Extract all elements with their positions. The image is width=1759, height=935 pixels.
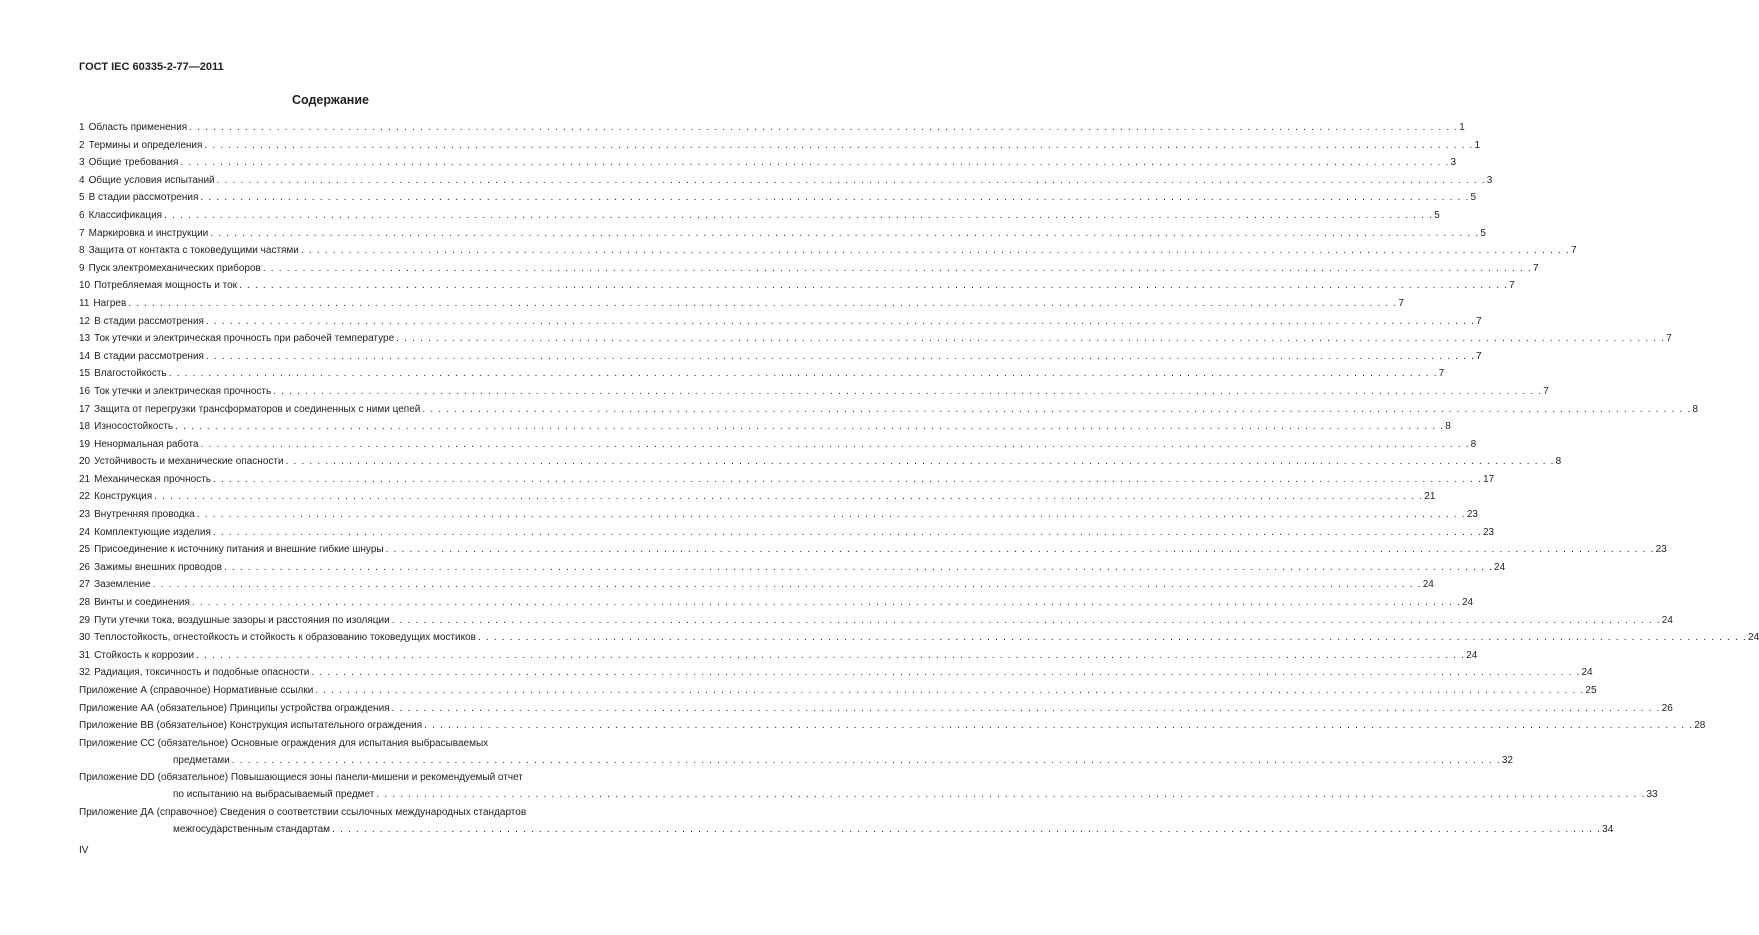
- toc-entry-number: 20: [79, 456, 91, 468]
- toc-entry-title: Устойчивость и механические опасности: [94, 456, 284, 468]
- toc-page-number: 24: [1494, 561, 1506, 573]
- toc-entry[interactable]: [79, 121, 1465, 139]
- toc-leader-dots: . . . . . . . . . . . . . . . . . . . . . . . . . . . . . . . . . . . . . . . . . . . . . . . . . . . . . . . . . . . . . . . . . . . . . . . . . . . . . . . . . . . . . . . . . . . . . . . . . . . . . . . . . . . . . . . . . . . . . . . . . . . . . . . . . . . . . . . . . . . . . . . . . . . . . . . . . . . . . . . .: [191, 597, 1461, 609]
- toc-leader-dots: . . . . . . . . . . . . . . . . . . . . . . . . . . . . . . . . . . . . . . . . . . . . . . . . . . . . . . . . . . . . . . . . . . . . . . . . . . . . . . . . . . . . . . . . . . . . . . . . . . . . . . . . . . . . . . . . . . . . . . . . . . . . . . . . . . . . . . . . . . . . . . . . . . . . . . . . . . . . . . . .: [164, 209, 1434, 221]
- toc-annex-title[interactable]: Приложение DD (обязательное) Повышающиеся зоны панели-мишени и рекомендуемый отчет: [79, 772, 523, 784]
- toc-entry-number: 23: [79, 509, 91, 521]
- toc-annex-title-continued: предметами: [173, 754, 230, 766]
- toc-entry-number: 30: [79, 632, 91, 644]
- toc-leader-dots: . . . . . . . . . . . . . . . . . . . . . . . . . . . . . . . . . . . . . . . . . . . . . . . . . . . . . . . . . . . . . . . . . . . . . . . . . . . . . . . . . . . . . . . . . . . . . . . . . . . . . . . . . . . . . . . . . . . . . . . . . . . . . . . . . . . . . . . . . . . . . . . . . . . . . . . . . . . . . . . .: [223, 561, 1494, 573]
- toc-entry-title: Внутренняя проводка: [94, 509, 195, 521]
- toc-annex-entry[interactable]: [79, 684, 1597, 702]
- toc-annex-entry[interactable]: [79, 754, 1513, 772]
- toc-page-number: 21: [1424, 491, 1436, 503]
- document-code: ГОСТ IEC 60335-2-77—2011: [79, 61, 224, 73]
- toc-entry-number: 7: [79, 227, 85, 239]
- toc-entry-title: Конструкция: [94, 491, 153, 503]
- toc-page-number: 1: [1459, 122, 1465, 133]
- toc-entry-title: Общие условия испытаний: [88, 174, 215, 186]
- toc-annex-entry[interactable]: [79, 788, 1658, 806]
- toc-entry[interactable]: [79, 508, 1478, 526]
- toc-page-number: 23: [1655, 544, 1667, 556]
- toc-entry-number: 29: [79, 614, 91, 626]
- toc-page-number: 24: [1461, 597, 1474, 609]
- toc-leader-dots: . . . . . . . . . . . . . . . . . . . . . . . . . . . . . . . . . . . . . . . . . . . . . . . . . . . . . . . . . . . . . . . . . . . . . . . . . . . . . . . . . . . . . . . . . . . . . . . . . . . . . . . . . . . . . . . . . . . . . . . . . . . . . . . . . . . . . . . . . . . . . . . . . . . . . . . . . . . . . . . .: [200, 192, 1470, 204]
- toc-entry[interactable]: [79, 596, 1474, 614]
- toc-page-number: 28: [1694, 720, 1706, 732]
- toc-title: Содержание: [291, 93, 369, 107]
- toc-page-number: 8: [1470, 438, 1477, 450]
- toc-entry[interactable]: [79, 543, 1667, 561]
- toc-entry-number: 21: [79, 473, 91, 485]
- toc-leader-dots: . . . . . . . . . . . . . . . . . . . . . . . . . . . . . . . . . . . . . . . . . . . . . . . . . . . . . . . . . . . . . . . . . . . . . . . . . . . . . . . . . . . . . . . . . . . . . . . . . . . . . . . . . . . . . . . . . . . . . . . . . . . . . . . . . . . . . . . . . . . . . . . . . . . . . . . . . . . . . . . .: [376, 789, 1646, 801]
- toc-entry-title: Классификация: [88, 209, 163, 221]
- toc-page-number: 1: [1474, 139, 1481, 151]
- toc-leader-dots: . . . . . . . . . . . . . . . . . . . . . . . . . . . . . . . . . . . . . . . . . . . . . . . . . . . . . . . . . . . . . . . . . . . . . . . . . . . . . . . . . . . . . . . . . . . . . . . . . . . . . . . . . . . . . . . . . . . . . . . . . . . . . . . . . . . . . . . . . . . . . . . . . . . . . . . . . . . . . . . .: [424, 720, 1694, 732]
- toc-annex-title: Приложение АА (обязательное) Принципы устройства ограждения: [79, 702, 390, 714]
- toc-annex-entry[interactable]: [79, 719, 1706, 737]
- toc-leader-dots: . . . . . . . . . . . . . . . . . . . . . . . . . . . . . . . . . . . . . . . . . . . . . . . . . . . . . . . . . . . . . . . . . . . . . . . . . . . . . . . . . . . . . . . . . . . . . . . . . . . . . . . . . . . . . . . . . . . . . . . . . . . . . . . . . . . . . . . . . . . . . . . . . . . . . . . . . . . . . . . .: [285, 456, 1555, 468]
- toc-entry[interactable]: [79, 473, 1495, 491]
- toc-entry-title: Комплектующие изделия: [94, 526, 211, 538]
- toc-leader-dots: . . . . . . . . . . . . . . . . . . . . . . . . . . . . . . . . . . . . . . . . . . . . . . . . . . . . . . . . . . . . . . . . . . . . . . . . . . . . . . . . . . . . . . . . . . . . . . . . . . . . . . . . . . . . . . . . . . . . . . . . . . . . . . . . . . . . . . . . . . . . . . . . . . . . . . . . . . . . . . . .: [273, 385, 1543, 397]
- toc-page-number: 7: [1532, 262, 1539, 274]
- toc-leader-dots: . . . . . . . . . . . . . . . . . . . . . . . . . . . . . . . . . . . . . . . . . . . . . . . . . . . . . . . . . . . . . . . . . . . . . . . . . . . . . . . . . . . . . . . . . . . . . . . . . . . . . . . . . . . . . . . . . . . . . . . . . . . . . . . . . . . . . . . . . . . . . . . . . . . . . . . . . . . . . . . .: [175, 421, 1445, 433]
- toc-page-number: 26: [1661, 702, 1673, 714]
- toc-entry-title: Термины и определения: [88, 139, 203, 151]
- toc-entry-title: Защита от перегрузки трансформаторов и соединенных с ними цепей: [94, 403, 421, 415]
- toc-entry[interactable]: [79, 490, 1436, 508]
- toc-page-number: 24: [1748, 632, 1759, 644]
- toc-entry-number: 11: [79, 297, 90, 309]
- toc-entry-title: Присоединение к источнику питания и внешние гибкие шнуры: [94, 544, 384, 556]
- toc-leader-dots: . . . . . . . . . . . . . . . . . . . . . . . . . . . . . . . . . . . . . . . . . . . . . . . . . . . . . . . . . . . . . . . . . . . . . . . . . . . . . . . . . . . . . . . . . . . . . . . . . . . . . . . . . . . . . . . . . . . . . . . . . . . . . . . . . . . . . . . . . . . . . . . . . . . . . . . . . . . . . . . .: [477, 632, 1748, 644]
- toc-page-number: 8: [1445, 421, 1451, 433]
- toc-entry-title: Зажимы внешних проводов: [94, 561, 222, 573]
- toc-page-number: 5: [1480, 227, 1486, 239]
- toc-leader-dots: . . . . . . . . . . . . . . . . . . . . . . . . . . . . . . . . . . . . . . . . . . . . . . . . . . . . . . . . . . . . . . . . . . . . . . . . . . . . . . . . . . . . . . . . . . . . . . . . . . . . . . . . . . . . . . . . . . . . . . . . . . . . . . . . . . . . . . . . . . . . . . . . . . . . . . . . . . . . . . . .: [300, 245, 1570, 257]
- toc-entry-number: 27: [79, 579, 91, 591]
- toc-entry-number: 6: [79, 209, 85, 221]
- toc-leader-dots: . . . . . . . . . . . . . . . . . . . . . . . . . . . . . . . . . . . . . . . . . . . . . . . . . . . . . . . . . . . . . . . . . . . . . . . . . . . . . . . . . . . . . . . . . . . . . . . . . . . . . . . . . . . . . . . . . . . . . . . . . . . . . . . . . . . . . . . . . . . . . . . . . . . . . . . . . . . . . . . .: [128, 297, 1398, 309]
- toc-leader-dots: . . . . . . . . . . . . . . . . . . . . . . . . . . . . . . . . . . . . . . . . . . . . . . . . . . . . . . . . . . . . . . . . . . . . . . . . . . . . . . . . . . . . . . . . . . . . . . . . . . . . . . . . . . . . . . . . . . . . . . . . . . . . . . . . . . . . . . . . . . . . . . . . . . . . . . . . . . . . . . . .: [216, 174, 1486, 186]
- toc-entry-number: 17: [79, 403, 91, 415]
- toc-entry-number: 31: [79, 649, 91, 661]
- toc-annex-title-continued: межгосударственным стандартам: [173, 823, 331, 835]
- toc-entry[interactable]: [79, 666, 1593, 684]
- toc-entry-number: 19: [79, 438, 91, 450]
- toc-entry-number: 24: [79, 526, 91, 538]
- toc-leader-dots: . . . . . . . . . . . . . . . . . . . . . . . . . . . . . . . . . . . . . . . . . . . . . . . . . . . . . . . . . . . . . . . . . . . . . . . . . . . . . . . . . . . . . . . . . . . . . . . . . . . . . . . . . . . . . . . . . . . . . . . . . . . . . . . . . . . . . . . . . . . . . . . . . . . . . . . . . . . . . . . .: [180, 157, 1450, 169]
- toc-page-number: 25: [1585, 685, 1597, 696]
- toc-page-number: 8: [1555, 456, 1562, 468]
- toc-entry-number: 12: [79, 315, 91, 327]
- toc-entry-number: 15: [79, 368, 91, 380]
- toc-annex-title[interactable]: Приложение СС (обязательное) Основные ограждения для испытания выбрасываемых: [79, 737, 489, 749]
- toc-page-number: 5: [1470, 192, 1477, 204]
- toc-entry-number: 9: [79, 262, 85, 274]
- toc-entry[interactable]: [79, 297, 1404, 315]
- toc-leader-dots: . . . . . . . . . . . . . . . . . . . . . . . . . . . . . . . . . . . . . . . . . . . . . . . . . . . . . . . . . . . . . . . . . . . . . . . . . . . . . . . . . . . . . . . . . . . . . . . . . . . . . . . . . . . . . . . . . . . . . . . . . . . . . . . . . . . . . . . . . . . . . . . . . . . . . . . . . . . . . . . .: [210, 227, 1480, 239]
- toc-page-number: 3: [1486, 174, 1493, 186]
- toc-entry-title: Стойкость к коррозии: [94, 649, 195, 661]
- toc-entry-number: 18: [79, 421, 91, 433]
- toc-page-number: 24: [1466, 649, 1478, 661]
- toc-page-number: 33: [1646, 789, 1658, 801]
- toc-entry[interactable]: [79, 191, 1477, 209]
- toc-leader-dots: . . . . . . . . . . . . . . . . . . . . . . . . . . . . . . . . . . . . . . . . . . . . . . . . . . . . . . . . . . . . . . . . . . . . . . . . . . . . . . . . . . . . . . . . . . . . . . . . . . . . . . . . . . . . . . . . . . . . . . . . . . . . . . . . . . . . . . . . . . . . . . . . . . . . . . . . . . . . . . . .: [391, 614, 1661, 626]
- toc-entry[interactable]: [79, 438, 1477, 456]
- toc-entry[interactable]: [79, 455, 1562, 473]
- toc-entry[interactable]: [79, 578, 1434, 596]
- toc-leader-dots: . . . . . . . . . . . . . . . . . . . . . . . . . . . . . . . . . . . . . . . . . . . . . . . . . . . . . . . . . . . . . . . . . . . . . . . . . . . . . . . . . . . . . . . . . . . . . . . . . . . . . . . . . . . . . . . . . . . . . . . . . . . . . . . . . . . . . . . . . . . . . . . . . . . . . . . . . . . . . . . .: [152, 579, 1422, 591]
- table-of-contents: [79, 121, 1759, 841]
- toc-entry[interactable]: [79, 332, 1672, 350]
- toc-entry-number: 28: [79, 597, 91, 609]
- toc-page-number: 8: [1692, 403, 1699, 415]
- toc-entry-title: Радиация, токсичность и подобные опасности: [94, 667, 310, 679]
- toc-entry-title: Ненормальная работа: [94, 438, 199, 450]
- toc-annex-entry[interactable]: [79, 702, 1673, 720]
- toc-leader-dots: . . . . . . . . . . . . . . . . . . . . . . . . . . . . . . . . . . . . . . . . . . . . . . . . . . . . . . . . . . . . . . . . . . . . . . . . . . . . . . . . . . . . . . . . . . . . . . . . . . . . . . . . . . . . . . . . . . . . . . . . . . . . . . . . . . . . . . . . . . . . . . . . . . . . . . . . . . . . . . . .: [200, 438, 1470, 450]
- toc-entry-number: 2: [79, 139, 85, 151]
- toc-entry[interactable]: [79, 174, 1493, 192]
- toc-leader-dots: . . . . . . . . . . . . . . . . . . . . . . . . . . . . . . . . . . . . . . . . . . . . . . . . . . . . . . . . . . . . . . . . . . . . . . . . . . . . . . . . . . . . . . . . . . . . . . . . . . . . . . . . . . . . . . . . . . . . . . . . . . . . . . . . . . . . . . . . . . . . . . . . . . . . . . . . . . . . . . . .: [239, 280, 1509, 292]
- toc-page-number: 7: [1476, 315, 1482, 327]
- toc-entry-title: Ток утечки и электрическая прочность при рабочей температуре: [94, 333, 395, 345]
- toc-leader-dots: . . . . . . . . . . . . . . . . . . . . . . . . . . . . . . . . . . . . . . . . . . . . . . . . . . . . . . . . . . . . . . . . . . . . . . . . . . . . . . . . . . . . . . . . . . . . . . . . . . . . . . . . . . . . . . . . . . . . . . . . . . . . . . . . . . . . . . . . . . . . . . . . . . . . . . . . . . . . . . . .: [391, 702, 1661, 714]
- toc-entry-title: Механическая прочность: [94, 473, 211, 485]
- toc-leader-dots: . . . . . . . . . . . . . . . . . . . . . . . . . . . . . . . . . . . . . . . . . . . . . . . . . . . . . . . . . . . . . . . . . . . . . . . . . . . . . . . . . . . . . . . . . . . . . . . . . . . . . . . . . . . . . . . . . . . . . . . . . . . . . . . . . . . . . . . . . . . . . . . . . . . . . . . . . . . . . . . .: [196, 509, 1466, 521]
- toc-annex-title[interactable]: Приложение ДА (справочное) Сведения о соответствии ссылочных международных стандартов: [79, 806, 527, 818]
- toc-leader-dots: . . . . . . . . . . . . . . . . . . . . . . . . . . . . . . . . . . . . . . . . . . . . . . . . . . . . . . . . . . . . . . . . . . . . . . . . . . . . . . . . . . . . . . . . . . . . . . . . . . . . . . . . . . . . . . . . . . . . . . . . . . . . . . . . . . . . . . . . . . . . . . . . . . . . . . . . . . . . . . . .: [196, 649, 1466, 661]
- toc-entry-title: Нагрев: [93, 297, 127, 309]
- toc-entry[interactable]: [79, 631, 1759, 649]
- toc-entry-title: Защита от контакта с токоведущими частями: [88, 245, 299, 257]
- toc-entry-title: Теплостойкость, огнестойкость и стойкость к образованию токоведущих мостиков: [94, 632, 476, 644]
- toc-entry-number: 32: [79, 667, 91, 679]
- toc-entry[interactable]: [79, 385, 1549, 403]
- toc-entry-number: 14: [79, 350, 91, 362]
- toc-entry[interactable]: [79, 244, 1577, 262]
- toc-page-number: 7: [1438, 368, 1445, 380]
- toc-leader-dots: . . . . . . . . . . . . . . . . . . . . . . . . . . . . . . . . . . . . . . . . . . . . . . . . . . . . . . . . . . . . . . . . . . . . . . . . . . . . . . . . . . . . . . . . . . . . . . . . . . . . . . . . . . . . . . . . . . . . . . . . . . . . . . . . . . . . . . . . . . . . . . . . . . . . . . . . . . . . . . . .: [205, 315, 1476, 327]
- toc-leader-dots: . . . . . . . . . . . . . . . . . . . . . . . . . . . . . . . . . . . . . . . . . . . . . . . . . . . . . . . . . . . . . . . . . . . . . . . . . . . . . . . . . . . . . . . . . . . . . . . . . . . . . . . . . . . . . . . . . . . . . . . . . . . . . . . . . . . . . . . . . . . . . . . . . . . . . . . . . . . . . . . .: [231, 754, 1501, 766]
- toc-leader-dots: . . . . . . . . . . . . . . . . . . . . . . . . . . . . . . . . . . . . . . . . . . . . . . . . . . . . . . . . . . . . . . . . . . . . . . . . . . . . . . . . . . . . . . . . . . . . . . . . . . . . . . . . . . . . . . . . . . . . . . . . . . . . . . . . . . . . . . . . . . . . . . . . . . . . . . . . . . . . . . . .: [332, 823, 1602, 835]
- toc-entry-title: Заземление: [94, 579, 151, 591]
- toc-page-number: 17: [1483, 473, 1495, 485]
- toc-leader-dots: . . . . . . . . . . . . . . . . . . . . . . . . . . . . . . . . . . . . . . . . . . . . . . . . . . . . . . . . . . . . . . . . . . . . . . . . . . . . . . . . . . . . . . . . . . . . . . . . . . . . . . . . . . . . . . . . . . . . . . . . . . . . . . . . . . . . . . . . . . . . . . . . . . . . . . . . . . . . . . . .: [396, 333, 1666, 345]
- toc-entry-title: Износостойкость: [94, 421, 174, 433]
- toc-entry[interactable]: [79, 420, 1451, 438]
- toc-entry-number: 10: [79, 280, 91, 292]
- toc-entry[interactable]: [79, 526, 1495, 544]
- toc-entry[interactable]: [79, 367, 1445, 385]
- toc-entry-title: Влагостойкость: [94, 368, 167, 380]
- toc-leader-dots: . . . . . . . . . . . . . . . . . . . . . . . . . . . . . . . . . . . . . . . . . . . . . . . . . . . . . . . . . . . . . . . . . . . . . . . . . . . . . . . . . . . . . . . . . . . . . . . . . . . . . . . . . . . . . . . . . . . . . . . . . . . . . . . . . . . . . . . . . . . . . . . . . . . . . . . . . . . . . . . .: [422, 403, 1692, 415]
- toc-entry-title: Область применения: [88, 122, 188, 133]
- toc-entry[interactable]: [79, 139, 1481, 157]
- toc-page-number: 7: [1476, 350, 1482, 362]
- toc-entry[interactable]: [79, 561, 1506, 579]
- toc-entry[interactable]: [79, 350, 1482, 368]
- toc-entry[interactable]: [79, 279, 1515, 297]
- toc-leader-dots: . . . . . . . . . . . . . . . . . . . . . . . . . . . . . . . . . . . . . . . . . . . . . . . . . . . . . . . . . . . . . . . . . . . . . . . . . . . . . . . . . . . . . . . . . . . . . . . . . . . . . . . . . . . . . . . . . . . . . . . . . . . . . . . . . . . . . . . . . . . . . . . . . . . . . . . . . . . . . . . .: [189, 122, 1459, 133]
- toc-entry-title: Ток утечки и электрическая прочность: [94, 385, 272, 397]
- toc-leader-dots: . . . . . . . . . . . . . . . . . . . . . . . . . . . . . . . . . . . . . . . . . . . . . . . . . . . . . . . . . . . . . . . . . . . . . . . . . . . . . . . . . . . . . . . . . . . . . . . . . . . . . . . . . . . . . . . . . . . . . . . . . . . . . . . . . . . . . . . . . . . . . . . . . . . . . . . . . . . . . . . .: [213, 473, 1483, 485]
- toc-entry-number: 3: [79, 157, 85, 169]
- toc-entry[interactable]: [79, 209, 1440, 227]
- toc-entry-title: Маркировка и инструкции: [88, 227, 209, 239]
- toc-entry-title: В стадии рассмотрения: [94, 315, 204, 327]
- toc-page-number: 23: [1482, 526, 1495, 538]
- toc-entry-number: 4: [79, 174, 85, 186]
- toc-page-number: 7: [1571, 245, 1577, 257]
- toc-leader-dots: . . . . . . . . . . . . . . . . . . . . . . . . . . . . . . . . . . . . . . . . . . . . . . . . . . . . . . . . . . . . . . . . . . . . . . . . . . . . . . . . . . . . . . . . . . . . . . . . . . . . . . . . . . . . . . . . . . . . . . . . . . . . . . . . . . . . . . . . . . . . . . . . . . . . . . . . . . . . . . . .: [204, 139, 1474, 151]
- toc-entry[interactable]: [79, 649, 1478, 667]
- toc-entry-title: Потребляемая мощность и ток: [94, 280, 238, 292]
- toc-entry-number: 22: [79, 491, 91, 503]
- toc-annex-entry[interactable]: [79, 823, 1614, 841]
- toc-page-number: 24: [1661, 614, 1673, 626]
- toc-entry-number: 16: [79, 385, 91, 397]
- toc-entry-number: 26: [79, 561, 91, 573]
- toc-entry[interactable]: [79, 614, 1673, 632]
- toc-page-number: 7: [1509, 280, 1515, 292]
- toc-leader-dots: . . . . . . . . . . . . . . . . . . . . . . . . . . . . . . . . . . . . . . . . . . . . . . . . . . . . . . . . . . . . . . . . . . . . . . . . . . . . . . . . . . . . . . . . . . . . . . . . . . . . . . . . . . . . . . . . . . . . . . . . . . . . . . . . . . . . . . . . . . . . . . . . . . . . . . . . . . . . . . . .: [315, 685, 1585, 696]
- toc-leader-dots: . . . . . . . . . . . . . . . . . . . . . . . . . . . . . . . . . . . . . . . . . . . . . . . . . . . . . . . . . . . . . . . . . . . . . . . . . . . . . . . . . . . . . . . . . . . . . . . . . . . . . . . . . . . . . . . . . . . . . . . . . . . . . . . . . . . . . . . . . . . . . . . . . . . . . . . . . . . . . . . .: [212, 526, 1482, 538]
- toc-page-number: 7: [1666, 333, 1672, 345]
- toc-entry-number: 13: [79, 333, 91, 345]
- toc-entry-number: 1: [79, 122, 85, 133]
- toc-page-number: 3: [1450, 157, 1457, 169]
- toc-entry-title: Общие требования: [88, 157, 179, 169]
- toc-entry-number: 8: [79, 245, 85, 257]
- toc-entry-number: 25: [79, 544, 91, 556]
- toc-entry-title: Винты и соединения: [94, 597, 190, 609]
- toc-entry-title: Пути утечки тока, воздушные зазоры и расстояния по изоляции: [94, 614, 390, 626]
- toc-entry[interactable]: [79, 315, 1482, 333]
- toc-page-number: 24: [1581, 667, 1593, 679]
- toc-entry-title: В стадии рассмотрения: [88, 192, 199, 204]
- toc-annex-title: Приложение А (справочное) Нормативные ссылки: [79, 685, 314, 696]
- toc-entry-title: В стадии рассмотрения: [94, 350, 204, 362]
- toc-entry-number: 5: [79, 192, 85, 204]
- toc-page-number: 23: [1466, 509, 1478, 521]
- toc-page-number: 7: [1398, 297, 1404, 309]
- page-number: IV: [79, 845, 89, 856]
- toc-annex-title: Приложение ВВ (обязательное) Конструкция испытательного ограждения: [79, 720, 423, 732]
- toc-page-number: 5: [1434, 209, 1440, 221]
- toc-entry[interactable]: [79, 227, 1486, 245]
- toc-leader-dots: . . . . . . . . . . . . . . . . . . . . . . . . . . . . . . . . . . . . . . . . . . . . . . . . . . . . . . . . . . . . . . . . . . . . . . . . . . . . . . . . . . . . . . . . . . . . . . . . . . . . . . . . . . . . . . . . . . . . . . . . . . . . . . . . . . . . . . . . . . . . . . . . . . . . . . . . . . . . . . . .: [205, 350, 1476, 362]
- toc-leader-dots: . . . . . . . . . . . . . . . . . . . . . . . . . . . . . . . . . . . . . . . . . . . . . . . . . . . . . . . . . . . . . . . . . . . . . . . . . . . . . . . . . . . . . . . . . . . . . . . . . . . . . . . . . . . . . . . . . . . . . . . . . . . . . . . . . . . . . . . . . . . . . . . . . . . . . . . . . . . . . . . .: [262, 262, 1532, 274]
- toc-page-number: 7: [1543, 385, 1549, 397]
- toc-entry-title: Пуск электромеханических приборов: [88, 262, 261, 274]
- toc-leader-dots: . . . . . . . . . . . . . . . . . . . . . . . . . . . . . . . . . . . . . . . . . . . . . . . . . . . . . . . . . . . . . . . . . . . . . . . . . . . . . . . . . . . . . . . . . . . . . . . . . . . . . . . . . . . . . . . . . . . . . . . . . . . . . . . . . . . . . . . . . . . . . . . . . . . . . . . . . . . . . . . .: [385, 544, 1655, 556]
- toc-page-number: 32: [1501, 754, 1513, 766]
- toc-entry[interactable]: [79, 156, 1457, 174]
- toc-leader-dots: . . . . . . . . . . . . . . . . . . . . . . . . . . . . . . . . . . . . . . . . . . . . . . . . . . . . . . . . . . . . . . . . . . . . . . . . . . . . . . . . . . . . . . . . . . . . . . . . . . . . . . . . . . . . . . . . . . . . . . . . . . . . . . . . . . . . . . . . . . . . . . . . . . . . . . . . . . . . . . . .: [168, 368, 1438, 380]
- toc-annex-title-continued: по испытанию на выбрасываемый предмет: [173, 789, 375, 801]
- toc-page-number: 34: [1602, 823, 1614, 835]
- toc-page-number: 24: [1422, 579, 1434, 591]
- toc-entry[interactable]: [79, 262, 1539, 280]
- toc-leader-dots: . . . . . . . . . . . . . . . . . . . . . . . . . . . . . . . . . . . . . . . . . . . . . . . . . . . . . . . . . . . . . . . . . . . . . . . . . . . . . . . . . . . . . . . . . . . . . . . . . . . . . . . . . . . . . . . . . . . . . . . . . . . . . . . . . . . . . . . . . . . . . . . . . . . . . . . . . . . . . . . .: [154, 491, 1424, 503]
- toc-entry[interactable]: [79, 403, 1699, 421]
- toc-leader-dots: . . . . . . . . . . . . . . . . . . . . . . . . . . . . . . . . . . . . . . . . . . . . . . . . . . . . . . . . . . . . . . . . . . . . . . . . . . . . . . . . . . . . . . . . . . . . . . . . . . . . . . . . . . . . . . . . . . . . . . . . . . . . . . . . . . . . . . . . . . . . . . . . . . . . . . . . . . . . . . . .: [311, 667, 1581, 679]
